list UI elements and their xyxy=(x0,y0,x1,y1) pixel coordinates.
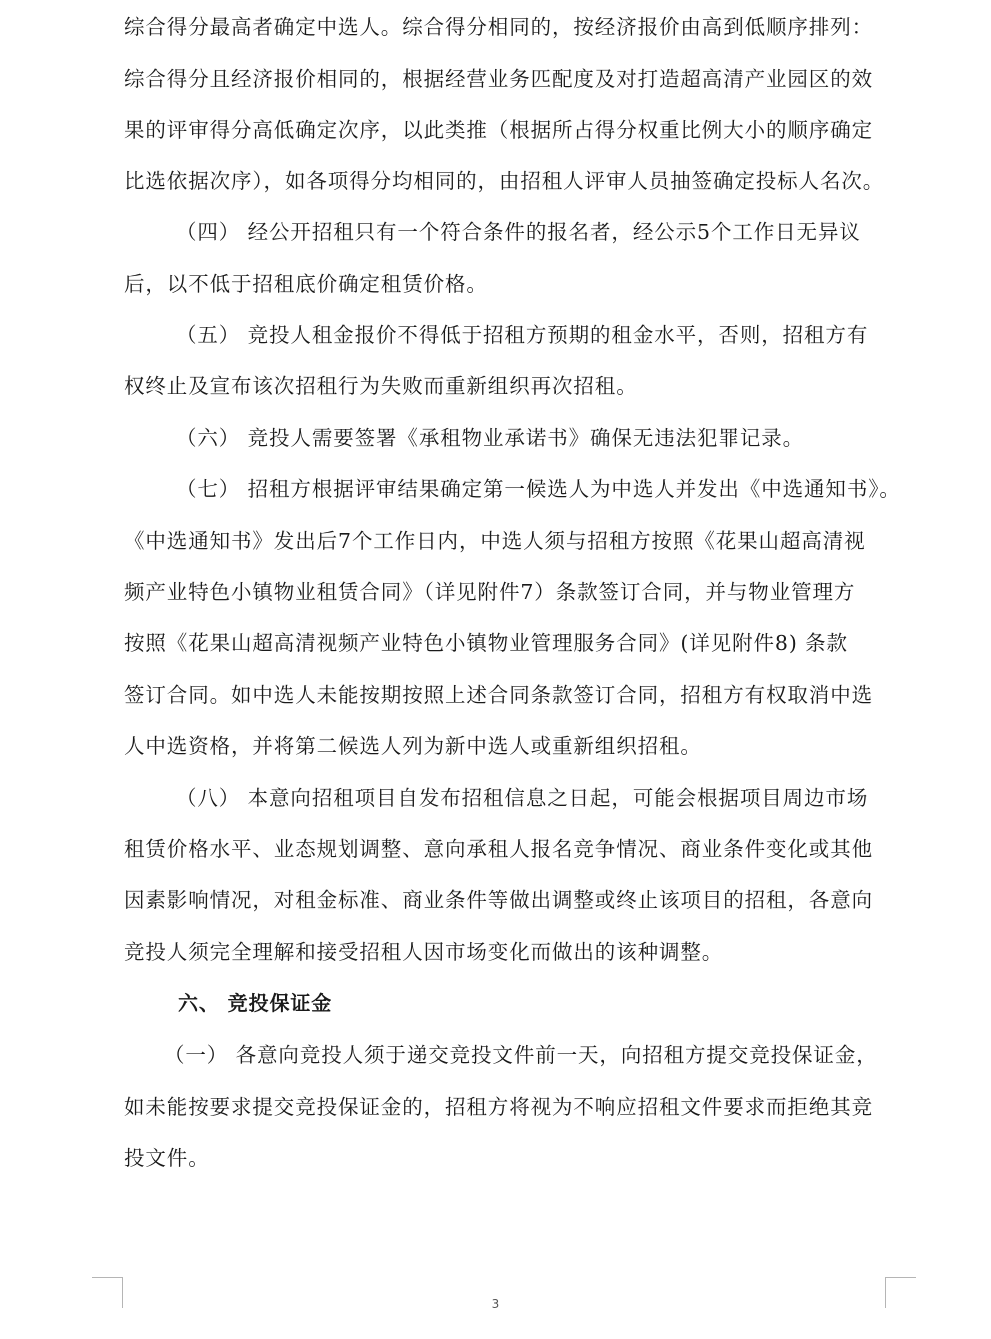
paragraph-line: 投文件。 xyxy=(124,1146,210,1170)
paragraph-line: 后，以不低于招租底价确定租赁价格。 xyxy=(124,272,488,296)
paragraph-line: 综合得分且经济报价相同的，根据经营业务匹配度及对打造超高清产业园区的效 xyxy=(124,67,873,91)
paragraph-line: 人中选资格，并将第二候选人列为新中选人或重新组织招租。 xyxy=(124,734,702,758)
paragraph-line: 签订合同。如中选人未能按期按照上述合同条款签订合同，招租方有权取消中选 xyxy=(124,683,873,707)
section-heading: 六、 竞投保证金 xyxy=(178,991,333,1015)
paragraph-line: （七） 招租方根据评审结果确定第一候选人为中选人并发出《中选通知书》。 xyxy=(176,477,901,501)
paragraph-line: 《中选通知书》发出后7个工作日内，中选人须与招租方按照《花果山超高清视 xyxy=(124,529,866,553)
paragraph-line: （五） 竞投人租金报价不得低于招租方预期的租金水平，否则，招租方有 xyxy=(176,323,869,347)
paragraph-line: 比选依据次序），如各项得分均相同的，由招租人评审人员抽签确定投标人名次。 xyxy=(124,169,885,193)
paragraph-line: 按照《花果山超高清视频产业特色小镇物业管理服务合同》(详见附件8) 条款 xyxy=(124,631,848,655)
paragraph-line: 如未能按要求提交竞投保证金的，招租方将视为不响应招租文件要求而拒绝其竞 xyxy=(124,1095,873,1119)
paragraph-line: 权终止及宣布该次招租行为失败而重新组织再次招租。 xyxy=(124,374,638,398)
paragraph-line: （四） 经公开招租只有一个符合条件的报名者，经公示5个工作日无异议 xyxy=(176,220,861,244)
page-number: 3 xyxy=(491,1297,500,1311)
paragraph-line: （八） 本意向招租项目自发布招租信息之日起，可能会根据项目周边市场 xyxy=(176,786,869,810)
paragraph-line: 综合得分最高者确定中选人。综合得分相同的，按经济报价由高到低顺序排列： xyxy=(124,15,873,39)
paragraph-line: （六） 竞投人需要签署《承租物业承诺书》确保无违法犯罪记录。 xyxy=(176,426,805,450)
paragraph-line: 频产业特色小镇物业租赁合同》（详见附件7）条款签订合同，并与物业管理方 xyxy=(124,580,856,604)
paragraph-line: 竞投人须完全理解和接受招租人因市场变化而做出的该种调整。 xyxy=(124,940,724,964)
paragraph-line: （一） 各意向竞投人须于递交竞投文件前一天，向招租方提交竞投保证金， xyxy=(164,1043,878,1067)
paragraph-line: 果的评审得分高低确定次序，以此类推（根据所占得分权重比例大小的顺序确定 xyxy=(124,118,873,142)
paragraph-line: 因素影响情况，对租金标准、商业条件等做出调整或终止该项目的招租，各意向 xyxy=(124,888,873,912)
paragraph-line: 租赁价格水平、业态规划调整、意向承租人报名竞争情况、商业条件变化或其他 xyxy=(124,837,873,861)
